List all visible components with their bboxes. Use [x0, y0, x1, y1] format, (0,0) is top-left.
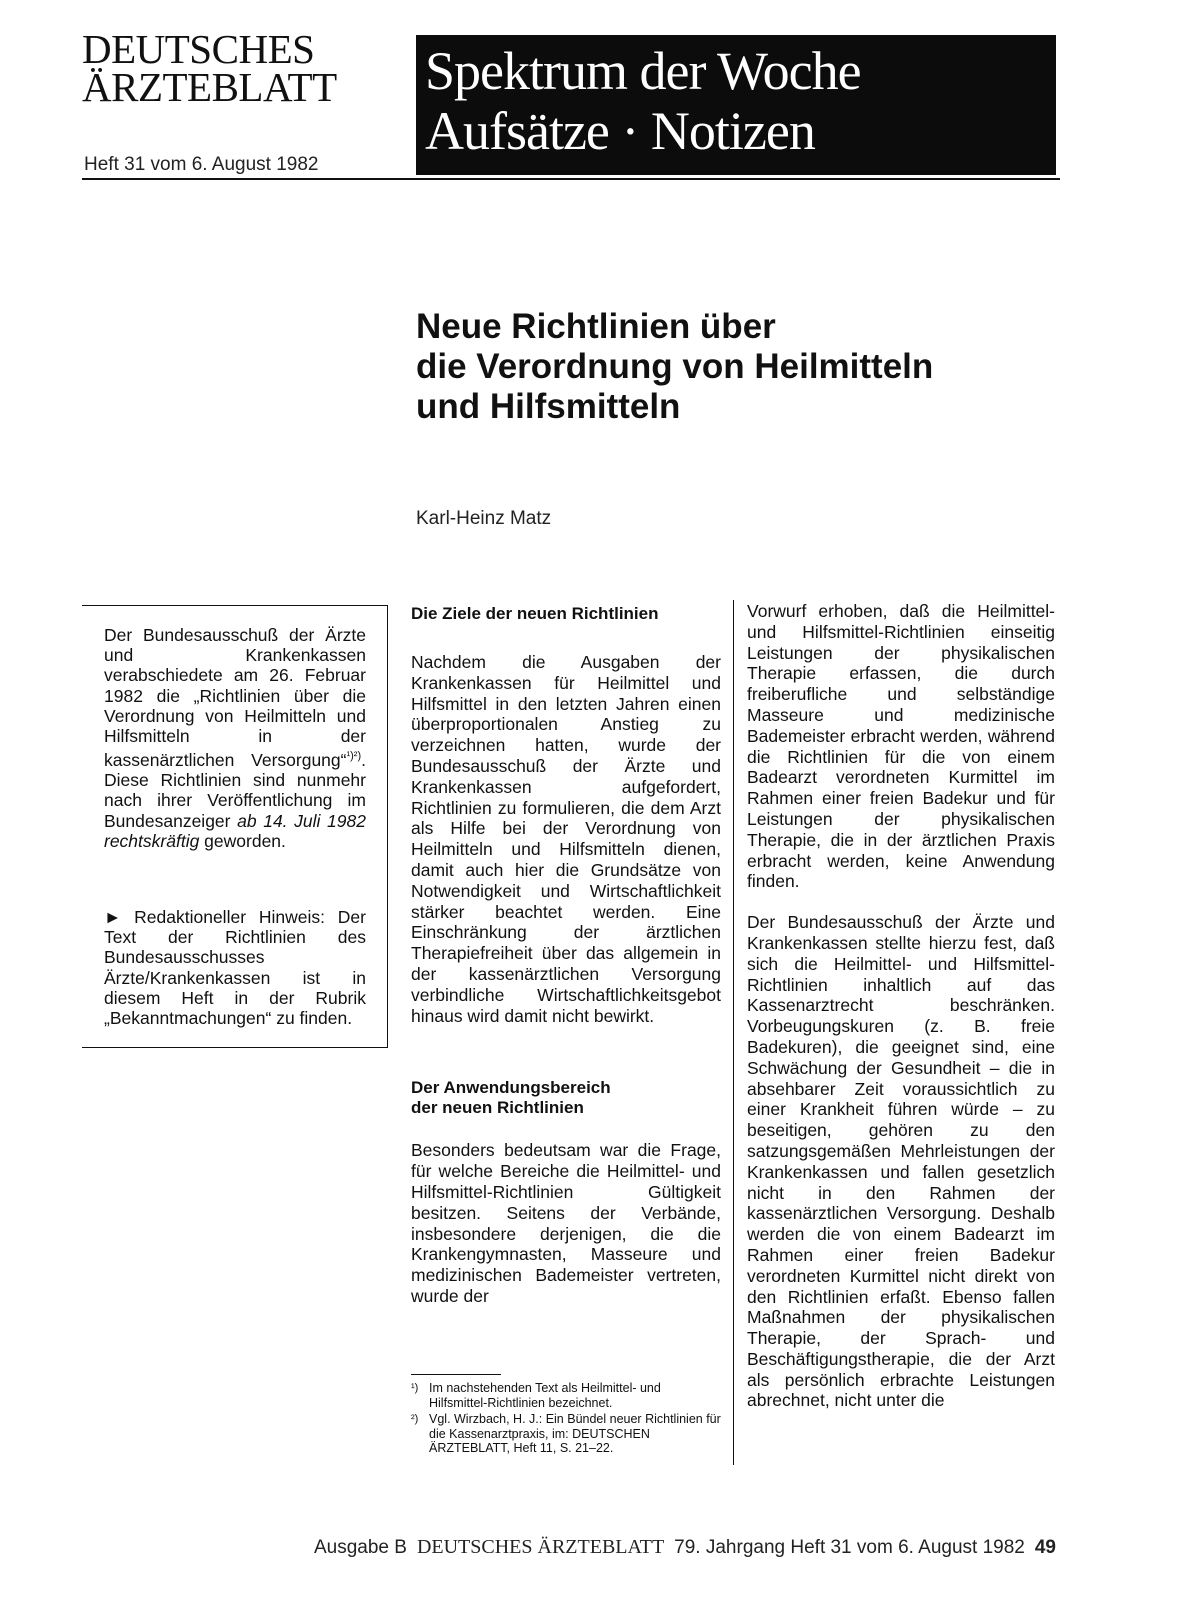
footnote-text: Im nachstehenden Text als Heilmittel- und Hilfsmittel-Richtlinien bezeichnet.: [429, 1381, 661, 1410]
footnotes: [411, 1381, 721, 1458]
paragraph-committee: Der Bundesausschuß der Ärzte und Krankenkassen stellte hierzu fest, daß sich die Heilmittel- und Hilfsmittel-Richtlinien inhaltlich auf das Kassenarztrecht beschränken. Vorbeugungskuren (z. B. freie Badekuren), die geeignet sind, eine Schwächung der Gesundheit – die in absehbarer Zeit voraussichtlich zu einer Krankheit führen würde – zu beseitigen, gehören zu den satzungsgemäßen Mehrleistungen der Krankenkassen und fallen gesetzlich nicht in den Rahmen der kassenärztlichen Versorgung. Deshalb werden die von einem Badearzt im Rahmen einer freien Badekur verordneten Kurmittel nicht direkt von den Richtlinien erfaßt. Ebenso fallen Maßnahmen der physikalischen Therapie, der Sprach- und Beschäftigungstherapie, die der Arzt als persönlich erbrachte Leistungen abrechnet, nicht unter die: [747, 912, 1055, 1411]
footer-issue: 79. Jahrgang Heft 31 vom 6. August 1982: [674, 1537, 1025, 1558]
journal-masthead: [82, 26, 402, 110]
summary-text-1: Der Bundesausschuß der Ärzte und Krankenkassen verabschiedete am 26. Februar 1982 die „Richtlinien über die Verordnung von Heilmitteln und Hilfsmitteln in der kassenärztlichen Versorgung“: [104, 625, 366, 771]
page-number: 49: [1034, 1537, 1056, 1558]
summary-text-3: geworden.: [199, 830, 286, 851]
footnote: [411, 1412, 721, 1456]
paragraph-scope: Besonders bedeutsam war die Frage, für welche Bereiche die Heilmittel- und Hilfsmittel-Richtlinien Gültigkeit besitzen. Seitens der Verbände, insbesondere derjenigen, die die Krankengymnasten, Masseure und medizinischen Bademeister vertreten, wurde der: [411, 1140, 721, 1306]
footer-brand: DEUTSCHES ÄRZTEBLATT: [416, 1536, 665, 1558]
masthead-line-1: DEUTSCHES: [82, 26, 315, 72]
section-heading-scope-line-1: Der Anwendungsbereich: [411, 1078, 611, 1098]
paragraph-goals: Nachdem die Ausgaben der Krankenkassen für Heilmittel und Hilfsmittel in den letzten Jahren einen überproportionalen Anstieg zu verzeichnen hatten, wurde der Bundesausschuß der Ärzte und Krankenkassen aufgefordert, Richtlinien zu formulieren, die dem Arzt als Hilfe bei der Verordnung von Heilmitteln und Hilfsmitteln dienen, damit auch hier die Grundsätze von Notwendigkeit und Wirtschaftlichkeit stärker beachtet werden. Eine Einschränkung der ärztlichen Therapiefreiheit über das allgemein in der kassenärztlichen Versorgung verbindliche Wirtschaftlichkeitsgebot hinaus wird damit nicht bewirkt.: [411, 652, 721, 1026]
footnote-mark: ¹): [411, 1382, 419, 1394]
article-author: Karl-Heinz Matz: [416, 508, 552, 529]
summary-emphasis: ab 14. Juli 1982 rechtskräftig: [104, 810, 366, 851]
editorial-note-text: Redaktioneller Hinweis: Der Text der Richtlinien des Bundesausschusses Ärzte/Krankenkassen ist in diesem Heft in der Rubrik „Bekanntmachungen“ zu finden.: [104, 907, 366, 1029]
summary-footnote-ref: ¹)²): [346, 750, 362, 763]
paragraph-objection: Vorwurf erhoben, daß die Heilmittel- und Hilfsmittel-Richtlinien einseitig Leistungen der physikalischen Therapie erfassen, die durch freiberufliche und selbständige Masseure und medizinische Bademeister erbracht werden, während die Richtlinien für die von einem Badearzt verordneten Kurmittel im Rahmen einer freien Badekur und für Leistungen der physikalischen Therapie, die in der ärztlichen Praxis erbracht werden, keine Anwendung finden.: [747, 601, 1055, 892]
column-divider: [733, 600, 734, 1465]
summary-text-2: . Diese Richtlinien sind nunmehr nach ihrer Veröffentlichung im Bundesanzeiger: [104, 750, 366, 831]
section-heading-goals: Die Ziele der neuen Richtlinien: [411, 604, 659, 623]
masthead-line-2: ÄRZTEBLATT: [82, 64, 337, 110]
section-heading-scope-line-2: der neuen Richtlinien: [411, 1098, 584, 1118]
column-right: [747, 601, 1055, 1411]
footnote-text: Vgl. Wirzbach, H. J.: Ein Bündel neuer Richtlinien für die Kassenarztpraxis, im: DEUTSCHEN ÄRZTEBLATT, Heft 11, S. 21–22.: [429, 1412, 721, 1455]
banner-line-1: Spektrum der Woche: [425, 41, 861, 101]
title-line-1: Neue Richtlinien über: [416, 307, 776, 346]
footnote: [411, 1381, 721, 1410]
summary-paragraph: [104, 625, 366, 851]
footnote-rule: [411, 1374, 501, 1375]
banner-line-2: Aufsätze · Notizen: [425, 101, 815, 161]
editorial-note: [104, 907, 366, 1028]
arrow-marker-icon: ►: [104, 907, 122, 927]
title-line-3: und Hilfsmitteln: [416, 387, 681, 426]
section-banner: [416, 35, 1056, 175]
title-line-2: die Verordnung von Heilmitteln: [416, 347, 934, 386]
header-rule: [82, 178, 1060, 180]
issue-line: Heft 31 vom 6. August 1982: [84, 154, 319, 175]
article-title: [416, 307, 1056, 427]
footnote-mark: ²): [411, 1413, 419, 1425]
section-heading-scope: [411, 1078, 721, 1118]
column-middle: [411, 604, 721, 1307]
page-footer: [0, 1536, 1056, 1559]
footer-edition: Ausgabe B: [313, 1537, 407, 1558]
